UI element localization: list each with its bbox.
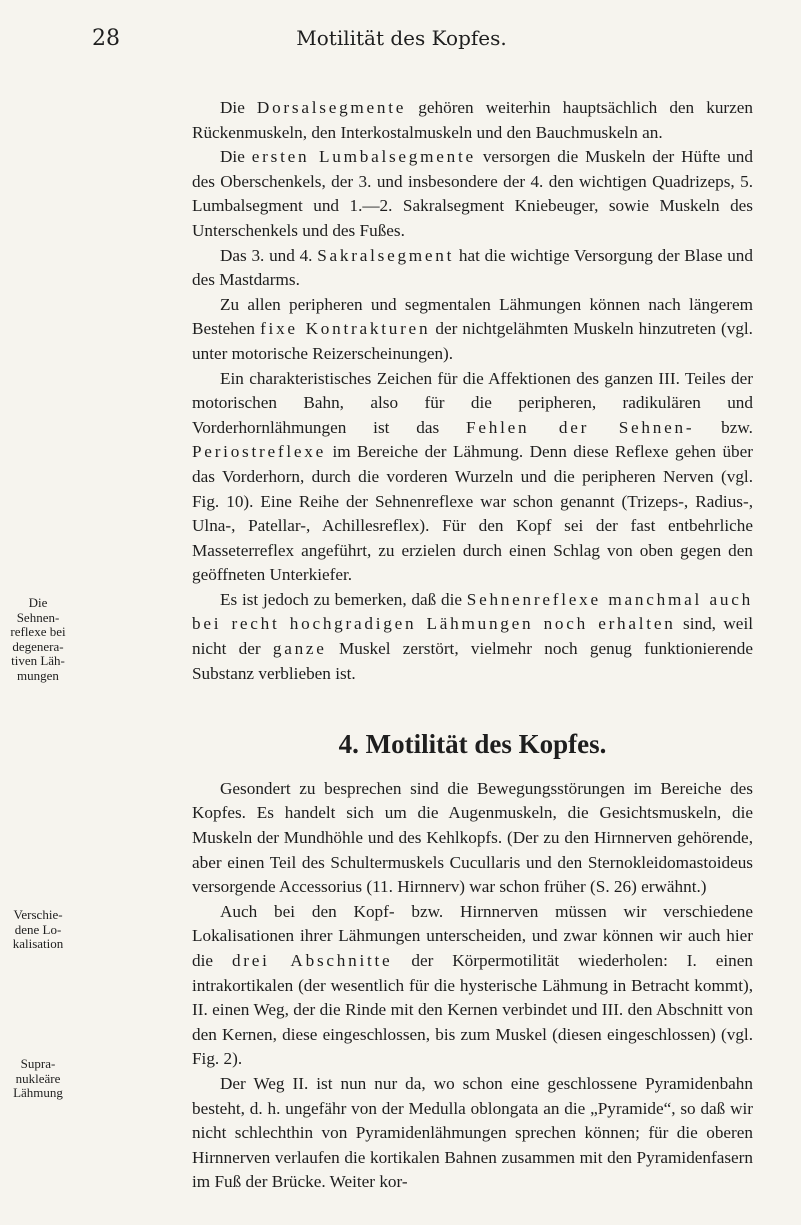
margin-note-line: dene Lo- xyxy=(14,921,62,937)
emphasis-spaced: Fehlen der Sehnen- xyxy=(466,417,695,437)
body-text xyxy=(192,96,753,1195)
text-run: versorgen die Muskeln der Hüfte und des Oberschenkels, der 3. und insbesondere der 4. den wichtigen Quadrizeps, 5. Lumbalsegment und 1.—2. Sakralsegment Kniebeuger, sowie Muskeln des Unterschenkels und des Fußes. xyxy=(192,147,753,240)
margin-note-sehnenreflexe xyxy=(4,596,72,683)
paragraph-group-segments xyxy=(192,96,753,686)
text-run: Gesondert zu besprechen sind die Bewegungsstörungen im Bereiche des Kopfes. Es handelt sich um die Augenmuskeln, die Gesichtsmuskeln, die Muskeln der Mundhöhle und des Kehlkopfs. (Der zu den Hirnnerven gehörende, aber einen Teil des Schultermuskels Cucullaris und den Sternokleidomastoideus versorgende Accessorius (11. Hirnnerv) war schon früher (S. 26) erwähnt.) xyxy=(192,778,753,897)
paragraph-group-kopf xyxy=(192,777,753,1195)
text-run: sind, weil nicht der xyxy=(192,614,753,659)
paragraph xyxy=(192,367,753,588)
text-run: hat die wichtige Versorgung der Blase und des Mastdarms. xyxy=(192,245,753,290)
paragraph xyxy=(192,145,753,243)
text-run: Der Weg II. ist nun nur da, wo schon eine geschlossene Pyramidenbahn besteht, d. h. ungefähr von der Medulla oblongata an die „Pyramide“, so daß wir nicht schlechthin von Pyramidenlähmungen sprechen können; für die oberen Hirnnerven verlaufen die kortikalen Bahnen zusammen mit den Pyramidenfasern im Fuß der Brücke. Weiter kor- xyxy=(192,1073,753,1192)
text-run: im Bereiche der Lähmung. Denn diese Reflexe gehen über das Vorderhorn, durch die vorderen Wurzeln und die peripheren Nerven (vgl. Fig. 10). Eine Reihe der Sehnenreflexe war schon genannt (Trizeps-, Radius-, Ulna-, Patellar-, Achillesreflex). Für den Kopf sei der fast entbehrliche Masseterreflex angeführt, zu erzielen durch einen Schlag von oben gegen den geöffneten Unterkiefer. xyxy=(192,442,753,585)
margin-note-line: mungen xyxy=(17,667,59,683)
text-run: Zu allen peripheren und segmentalen Lähmungen können nach längerem Bestehen xyxy=(192,294,753,339)
margin-note-lokalisation xyxy=(4,908,72,952)
text-run: Muskel zerstört, vielmehr noch genug funktionierende Substanz verblieben ist. xyxy=(192,639,753,683)
margin-note-line: kalisation xyxy=(12,936,64,951)
emphasis-spaced: Sakralsegment xyxy=(317,245,455,265)
margin-note-line: tiven Läh- xyxy=(11,653,65,668)
emphasis-spaced: fixe Kontrakturen xyxy=(260,319,431,339)
margin-note-supranukleaere xyxy=(4,1057,72,1101)
emphasis-spaced: ersten Lumbalsegmente xyxy=(251,147,476,167)
margin-note-line: Lähmung xyxy=(13,1085,63,1100)
emphasis-spaced: Dorsalsegmente xyxy=(256,98,407,117)
text-run: Es ist jedoch zu bemerken, daß die xyxy=(220,589,467,609)
margin-note-line: nukleäre xyxy=(15,1070,61,1086)
emphasis-spaced: Periostreflexe xyxy=(192,442,326,462)
margin-note-line: Die xyxy=(28,595,48,610)
text-run: Das 3. und 4. xyxy=(220,245,318,265)
margin-note-line: reflexe bei xyxy=(10,624,66,639)
running-head: Motilität des Kopfes. xyxy=(296,26,507,50)
page-header xyxy=(92,26,711,60)
paragraph xyxy=(192,96,753,145)
text-run: Auch bei den Kopf- bzw. Hirnnerven müssen wir verschiedene Lokalisationen ihrer Lähmungen unterscheiden, und zwar können wir auch hier die xyxy=(192,901,753,970)
emphasis-spaced: Sehnenreflexe manchmal auch bei recht hochgradigen Lähmungen noch erhalten xyxy=(192,589,753,634)
text-run: Die xyxy=(220,98,257,117)
paragraph xyxy=(192,588,753,686)
margin-note-line: Verschie- xyxy=(13,907,63,922)
margin-note-line: Supra- xyxy=(20,1056,56,1071)
paragraph xyxy=(192,777,753,900)
paragraph xyxy=(192,244,753,293)
emphasis-spaced: drei Abschnitte xyxy=(231,951,393,970)
text-run: bzw. xyxy=(694,417,753,437)
text-run: Ein charakteristisches Zeichen für die Affektionen des ganzen III. Teiles der motorischen Bahn, also für die peripheren, radikulären und Vorderhornlähmungen ist das xyxy=(192,368,753,437)
paragraph xyxy=(192,900,753,1072)
paragraph xyxy=(192,1072,753,1195)
margin-note-line: Sehnen- xyxy=(16,609,60,625)
page-number: 28 xyxy=(92,26,120,51)
emphasis-spaced: ganze xyxy=(272,639,327,659)
paragraph xyxy=(192,293,753,367)
text-run: der nichtgelähmten Muskeln hinzutreten (vgl. unter motorische Reizerscheinungen). xyxy=(192,319,753,363)
text-run: gehören weiterhin hauptsächlich den kurzen Rückenmuskeln, den Interkostalmuskeln und den Bauchmuskeln an. xyxy=(192,98,753,142)
text-run: der Körpermotilität wiederholen: I. einen intrakortikalen (der wesentlich für die hysterische Lähmung in Betracht kommt), II. einen Weg, der die Rinde mit den Kernen verbindet und III. den Abschnitt von den Kernen, diese eingeschlossen, bis zum Muskel (diesen eingeschlossen) (vgl. Fig. 2). xyxy=(192,951,753,1069)
section-title: 4. Motilität des Kopfes. xyxy=(338,729,607,760)
margin-note-line: degenera- xyxy=(12,638,64,654)
text-run: Die xyxy=(220,147,252,167)
